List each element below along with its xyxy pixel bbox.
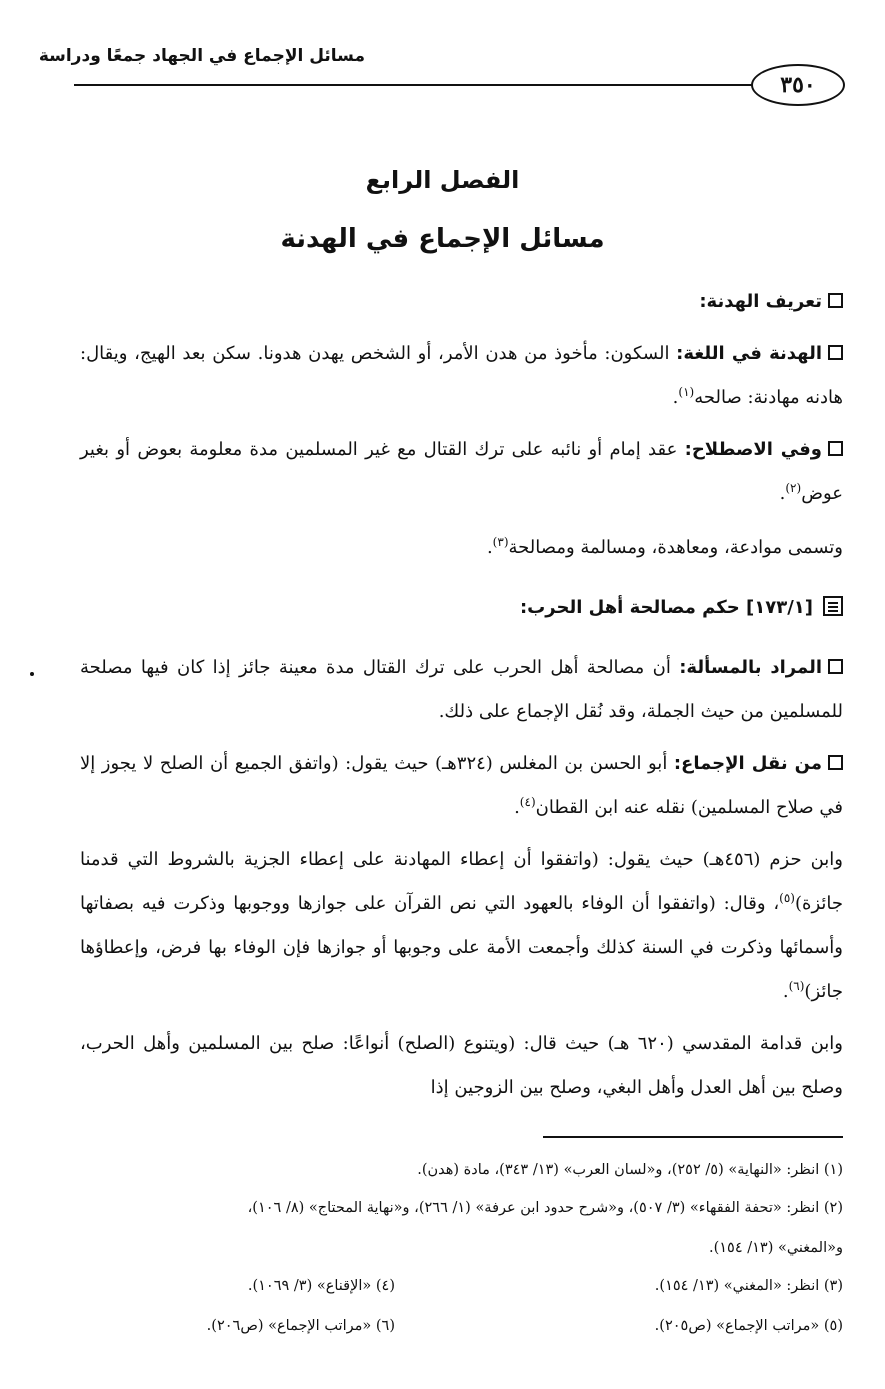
footnote-3: (٣) انظر: «المغني» (١٣/ ١٥٤). xyxy=(654,1278,843,1294)
footnote-ref: (٣) xyxy=(492,535,509,549)
body-text: وتسمى موادعة، ومعاهدة، ومسالمة ومصالحة xyxy=(508,537,843,558)
heading-text: [١٧٣/١] حكم مصالحة أهل الحرب: xyxy=(519,597,813,618)
footnote-2-cont: و«المغني» (١٣/ ١٥٤). xyxy=(708,1240,843,1256)
square-bullet-icon xyxy=(828,441,843,456)
paragraph-ibn-hazm: وابن حزم (٤٥٦هـ) حيث يقول: (واتفقوا أن إعطاء المهادنة على إعطاء الجزية بالشروط التي قدمنا جائزة)$^{(٥)}$، وقال: (واتفقوا أن الوفاء بالعهود التي نص القرآن على جوازها ووجوبها وذكرت فيه بصفاتها وأسمائها وذكرت في السنة كذلك وأجمعت الأمة على وجوبها أو جوازها فإن الوفاء بها فرض، وإعطاؤها جائز)$^{(٦)}$. xyxy=(80,849,843,1002)
heading-text: تعريف الهدنة: xyxy=(699,291,822,312)
footnote-2: (٢) انظر: «تحفة الفقهاء» (٣/ ٥٠٧)، و«شرح حدود ابن عرفة» (١/ ٢٦٦)، و«نهاية المحتاج» (٨/ ١٠٦)، xyxy=(247,1200,843,1216)
label: وفي الاصطلاح: xyxy=(684,439,822,460)
body-text: وابن قدامة المقدسي (٦٢٠ هـ) حيث قال: (ويتنوع (الصلح) أنواعًا: صلح بين المسلمين وأهل الحرب، وصلح بين أهل العدل وأهل البغي، وصلح بين الزوجين إذا xyxy=(80,1033,843,1098)
footnote-ref: (٥) xyxy=(779,891,795,905)
footnote-rule xyxy=(543,1136,843,1138)
paragraph-ibn-qudama xyxy=(80,1022,843,1110)
page-number: ٣٥٠ xyxy=(751,64,845,106)
square-bullet-icon xyxy=(828,345,843,360)
body-text: عقد إمام أو نائبه على ترك القتال مع غير المسلمين مدة معلومة بعوض أو بغير عوض xyxy=(80,439,843,504)
footnote-ref: (٦) xyxy=(788,979,805,993)
chapter-title: مسائل الإجماع في الهدنة xyxy=(280,224,605,254)
body-text: أبو الحسن بن المغلس (٣٢٤هـ) حيث يقول: (واتفق الجميع أن الصلح لا يجوز إلا في صلاح المسلمين) نقله عنه ابن القطان xyxy=(80,753,843,818)
footnote-ref: (١) xyxy=(678,385,695,399)
paragraph-term: وفي الاصطلاح: عقد إمام أو نائبه على ترك القتال مع غير المسلمين مدة معلومة بعوض أو بغير عوض$^{(٢)}$. xyxy=(80,439,843,504)
document-icon xyxy=(823,596,843,616)
header-rule xyxy=(74,84,785,86)
label: من نقل الإجماع: xyxy=(673,753,823,774)
square-bullet-icon xyxy=(828,659,843,674)
body-text: وابن حزم (٤٥٦هـ) حيث يقول: (واتفقوا أن إعطاء المهادنة على إعطاء الجزية بالشروط التي قدمنا جائزة) xyxy=(80,849,843,914)
paragraph-names: وتسمى موادعة، ومعاهدة، ومسالمة ومصالحة$^{(٣)}$. xyxy=(486,535,843,558)
square-bullet-icon xyxy=(828,293,843,308)
square-bullet-icon xyxy=(828,755,843,770)
body-text: السكون: مأخوذ من هدن الأمر، أو الشخص يهدن هدونا. سكن بعد الهيج، ويقال: هادنه مهادنة: صالحه xyxy=(80,343,843,408)
footnote-ref: (٤) xyxy=(519,795,536,809)
paragraph-lang: الهدنة في اللغة: السكون: مأخوذ من هدن الأمر، أو الشخص يهدن هدونا. سكن بعد الهيج، ويقال: هادنه مهادنة: صالحه$^{(١)}$. xyxy=(80,343,843,408)
footnote-6: (٦) «مراتب الإجماع» (ص٢٠٦). xyxy=(206,1318,395,1334)
footnote-4: (٤) «الإقناع» (٣/ ١٠٦٩). xyxy=(247,1278,395,1294)
paragraph-meaning xyxy=(80,646,843,734)
footnote-ref: (٢) xyxy=(785,481,802,495)
margin-dot xyxy=(30,672,34,676)
footnote-1: (١) انظر: «النهاية» (٥/ ٢٥٢)، و«لسان العرب» (١٣/ ٣٤٣)، مادة (هدن). xyxy=(417,1162,843,1178)
paragraph-transmit: من نقل الإجماع: أبو الحسن بن المغلس (٣٢٤هـ) حيث يقول: (واتفق الجميع أن الصلح لا يجوز إلا في صلاح المسلمين) نقله عنه ابن القطان$^{(٤)}$. xyxy=(80,753,843,818)
footnote-5: (٥) «مراتب الإجماع» (ص٢٠٥). xyxy=(654,1318,843,1334)
issue-heading xyxy=(80,586,843,630)
body-text: ، وقال: (واتفقوا أن الوفاء بالعهود التي نص القرآن على جوازها ووجوبها وذكرت فيه بصفاتها وأسمائها وذكرت في السنة كذلك وأجمعت الأمة على وجوبها أو جوازها فإن الوفاء بها فرض، وإعطاؤها جائز) xyxy=(80,893,843,1002)
running-title: مسائل الإجماع في الجهاد جمعًا ودراسة xyxy=(38,46,365,66)
body-text: أن مصالحة أهل الحرب على ترك القتال مدة معينة جائز إذا كان فيها مصلحة للمسلمين من حيث الجملة، وقد نُقل الإجماع على ذلك. xyxy=(80,657,843,722)
label: المراد بالمسألة: xyxy=(679,657,823,678)
label: الهدنة في اللغة: xyxy=(676,343,822,364)
chapter-heading: الفصل الرابع xyxy=(365,166,520,194)
definition-heading xyxy=(80,280,843,324)
